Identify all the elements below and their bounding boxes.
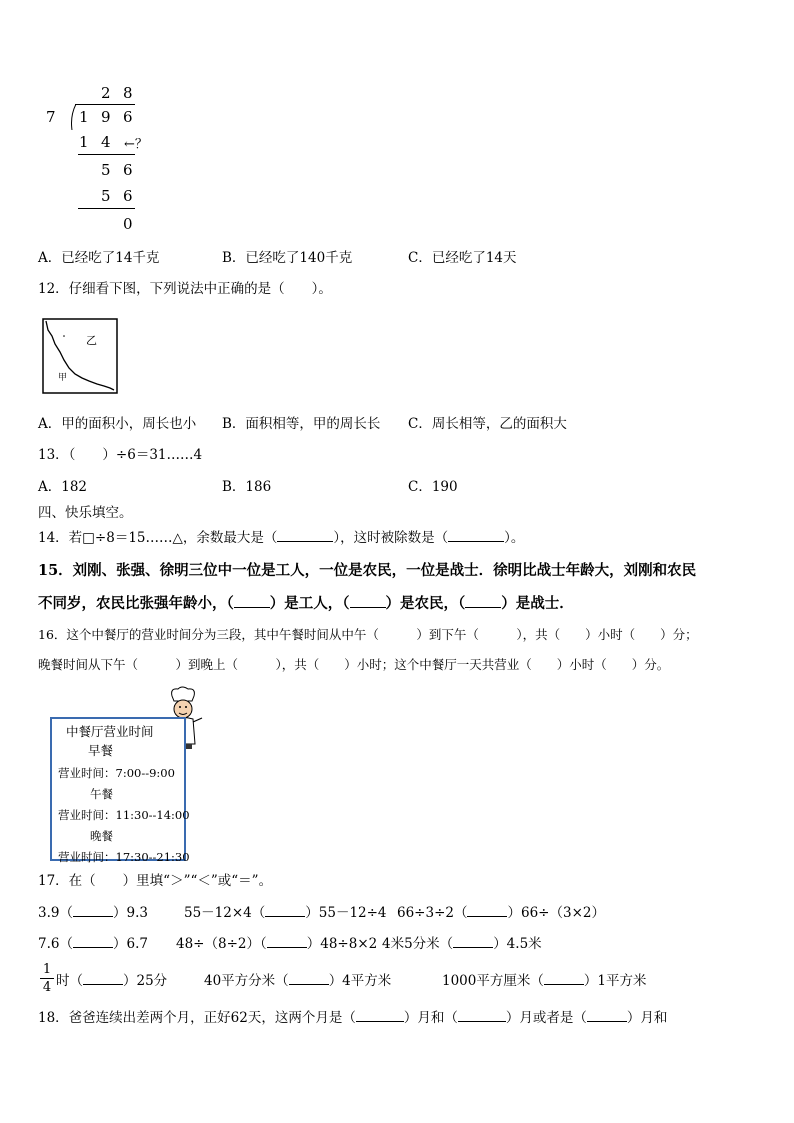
q13-option-a[interactable]: A．182 bbox=[38, 479, 88, 495]
remainder-digit: 0 bbox=[123, 215, 133, 233]
q17-text: ）55－12÷4 bbox=[305, 905, 387, 921]
dividend-digit: 6 bbox=[123, 108, 133, 126]
q18-question bbox=[38, 1009, 667, 1027]
division-line bbox=[78, 154, 135, 155]
q17-blank[interactable] bbox=[544, 972, 584, 985]
q17-blank[interactable] bbox=[289, 972, 329, 985]
step-digit: 5 bbox=[101, 161, 111, 179]
q17-text: 1000平方厘米（ bbox=[442, 973, 544, 989]
q17-text: ）25分 bbox=[123, 973, 168, 989]
q17-blank[interactable] bbox=[73, 904, 113, 917]
q16-line1: 16．这个中餐厅的营业时间分为三段，其中午餐时间从中午（ ）到下午（ ），共（ ）小时（ ）分； bbox=[38, 627, 698, 642]
q14-text: ）。 bbox=[504, 530, 525, 546]
q15-text: ）是工人，（ bbox=[269, 595, 350, 612]
q17-text: 3.9（ bbox=[38, 905, 73, 921]
q15-blank-farmer[interactable] bbox=[350, 595, 386, 608]
q17-text: ）1平方米 bbox=[583, 973, 647, 989]
q17-question: 17．在（ ）里填“＞”“＜”或“＝”。 bbox=[38, 873, 273, 889]
fraction-denominator: 4 bbox=[42, 980, 52, 995]
arrow-question-label: ←？ bbox=[124, 137, 148, 152]
region-jia-label: 甲 bbox=[58, 373, 68, 383]
q17-text: ）9.3 bbox=[112, 905, 148, 921]
board-title: 中餐厅营业时间 bbox=[66, 724, 154, 739]
q17-item bbox=[38, 935, 148, 953]
fraction-bar bbox=[40, 978, 54, 979]
division-line bbox=[78, 208, 135, 209]
q17-text: ）48÷8×2 bbox=[306, 936, 378, 952]
q14-blank-dividend[interactable] bbox=[448, 529, 504, 542]
divisor: 7 bbox=[46, 108, 56, 126]
q17-text: 时（ bbox=[56, 973, 83, 989]
q15-text: ）是战士． bbox=[501, 595, 574, 612]
q17-text: 4米5分米（ bbox=[382, 936, 454, 952]
q18-blank-month2[interactable] bbox=[458, 1009, 506, 1022]
q17-item bbox=[397, 904, 605, 922]
fraction-one-quarter bbox=[40, 962, 54, 995]
q17-text: 66÷3÷2（ bbox=[397, 905, 468, 921]
q17-blank[interactable] bbox=[453, 935, 493, 948]
q17-blank[interactable] bbox=[73, 935, 113, 948]
q12-question: 12．仔细看下图，下列说法中正确的是（ ）。 bbox=[38, 281, 332, 297]
q11-option-c[interactable]: C．已经吃了14天 bbox=[408, 250, 517, 266]
q17-item bbox=[176, 935, 377, 953]
board-dinner-time: 营业时间：17:30--21:30 bbox=[58, 850, 190, 864]
q17-text: ）4.5米 bbox=[493, 936, 542, 952]
section-4-heading: 四、快乐填空。 bbox=[38, 505, 133, 521]
q17-text: 40平方分米（ bbox=[204, 973, 289, 989]
board-lunch-time: 营业时间：11:30--14:00 bbox=[58, 808, 190, 822]
q14-blank-remainder[interactable] bbox=[277, 529, 333, 542]
step-digit: 4 bbox=[101, 133, 111, 151]
step-digit: 1 bbox=[79, 133, 89, 151]
q15-blank-soldier[interactable] bbox=[465, 595, 501, 608]
dividend-digit: 9 bbox=[101, 108, 111, 126]
q12-option-b[interactable]: B．面积相等，甲的周长长 bbox=[222, 416, 381, 432]
division-bar bbox=[75, 104, 135, 105]
q18-text: ）月和 bbox=[626, 1010, 668, 1026]
q17-item bbox=[38, 904, 148, 922]
q18-text: ）月或者是（ bbox=[505, 1010, 587, 1026]
step-digit: 6 bbox=[123, 187, 133, 205]
q17-blank[interactable] bbox=[467, 904, 507, 917]
q17-text: 48÷（8÷2）（ bbox=[176, 936, 267, 952]
q14-question bbox=[38, 529, 524, 547]
board-dinner-label: 晚餐 bbox=[90, 829, 113, 843]
q16-line2: 晚餐时间从下午（ ）到晚上（ ），共（ ）小时；这个中餐厅一天共营业（ ）小时（ ）分。 bbox=[38, 657, 670, 672]
q17-text: 7.6（ bbox=[38, 936, 73, 952]
quotient-digit: 2 bbox=[101, 84, 111, 102]
q17-text: ）6.7 bbox=[112, 936, 148, 952]
q15-text: ）是农民，（ bbox=[385, 595, 466, 612]
q11-option-a[interactable]: A．已经吃了14千克 bbox=[38, 250, 160, 266]
q17-item bbox=[442, 972, 646, 990]
quotient-digit: 8 bbox=[123, 84, 133, 102]
q13-option-c[interactable]: C．190 bbox=[408, 479, 458, 495]
fraction-numerator: 1 bbox=[42, 962, 52, 977]
q17-item bbox=[56, 972, 167, 990]
board-lunch-label: 午餐 bbox=[90, 787, 113, 801]
q15-line2 bbox=[38, 592, 574, 613]
q15-line1: 15．刘刚、张强、徐明三位中一位是工人，一位是农民，一位是战士．徐明比战士年龄大，刘刚和农民 bbox=[38, 562, 697, 579]
region-yi-label: 乙 bbox=[86, 334, 97, 347]
q13-question: 13．（ ）÷6＝31……4 bbox=[38, 447, 203, 463]
q17-item bbox=[382, 935, 542, 953]
q17-item bbox=[184, 904, 387, 922]
q17-item bbox=[204, 972, 391, 990]
q17-blank[interactable] bbox=[265, 904, 305, 917]
square-figure bbox=[42, 318, 118, 394]
dividend-digit: 1 bbox=[79, 108, 89, 126]
q18-blank-month3[interactable] bbox=[587, 1009, 627, 1022]
q15-blank-worker[interactable] bbox=[234, 595, 270, 608]
q18-blank-month1[interactable] bbox=[356, 1009, 404, 1022]
q14-text: ），这时被除数是（ bbox=[333, 530, 449, 546]
q18-text: ）月和（ bbox=[403, 1010, 458, 1026]
q15-text: 不同岁，农民比张强年龄小，（ bbox=[38, 595, 234, 612]
q18-text: 18．爸爸连续出差两个月，正好62天，这两个月是（ bbox=[38, 1010, 356, 1026]
area-perimeter-diagram bbox=[42, 318, 118, 394]
q17-text: ）4平方米 bbox=[328, 973, 392, 989]
q17-blank[interactable] bbox=[83, 972, 123, 985]
q12-option-a[interactable]: A．甲的面积小，周长也小 bbox=[38, 416, 197, 432]
q12-option-c[interactable]: C．周长相等，乙的面积大 bbox=[408, 416, 567, 432]
board-breakfast-time: 营业时间：7:00--9:00 bbox=[58, 766, 175, 780]
q13-option-b[interactable]: B．186 bbox=[222, 479, 272, 495]
board-breakfast-label: 早餐 bbox=[88, 743, 114, 758]
q14-text: 14．若□÷8＝15……△，余数最大是（ bbox=[38, 530, 278, 546]
q17-text: ）66÷（3×2） bbox=[507, 905, 605, 921]
q17-text: 55－12×4（ bbox=[184, 905, 266, 921]
q11-option-b[interactable]: B．已经吃了140千克 bbox=[222, 250, 353, 266]
step-digit: 5 bbox=[101, 187, 111, 205]
division-bracket bbox=[68, 104, 78, 130]
step-digit: 6 bbox=[123, 161, 133, 179]
restaurant-hours-board bbox=[50, 717, 190, 864]
q17-blank[interactable] bbox=[267, 935, 307, 948]
